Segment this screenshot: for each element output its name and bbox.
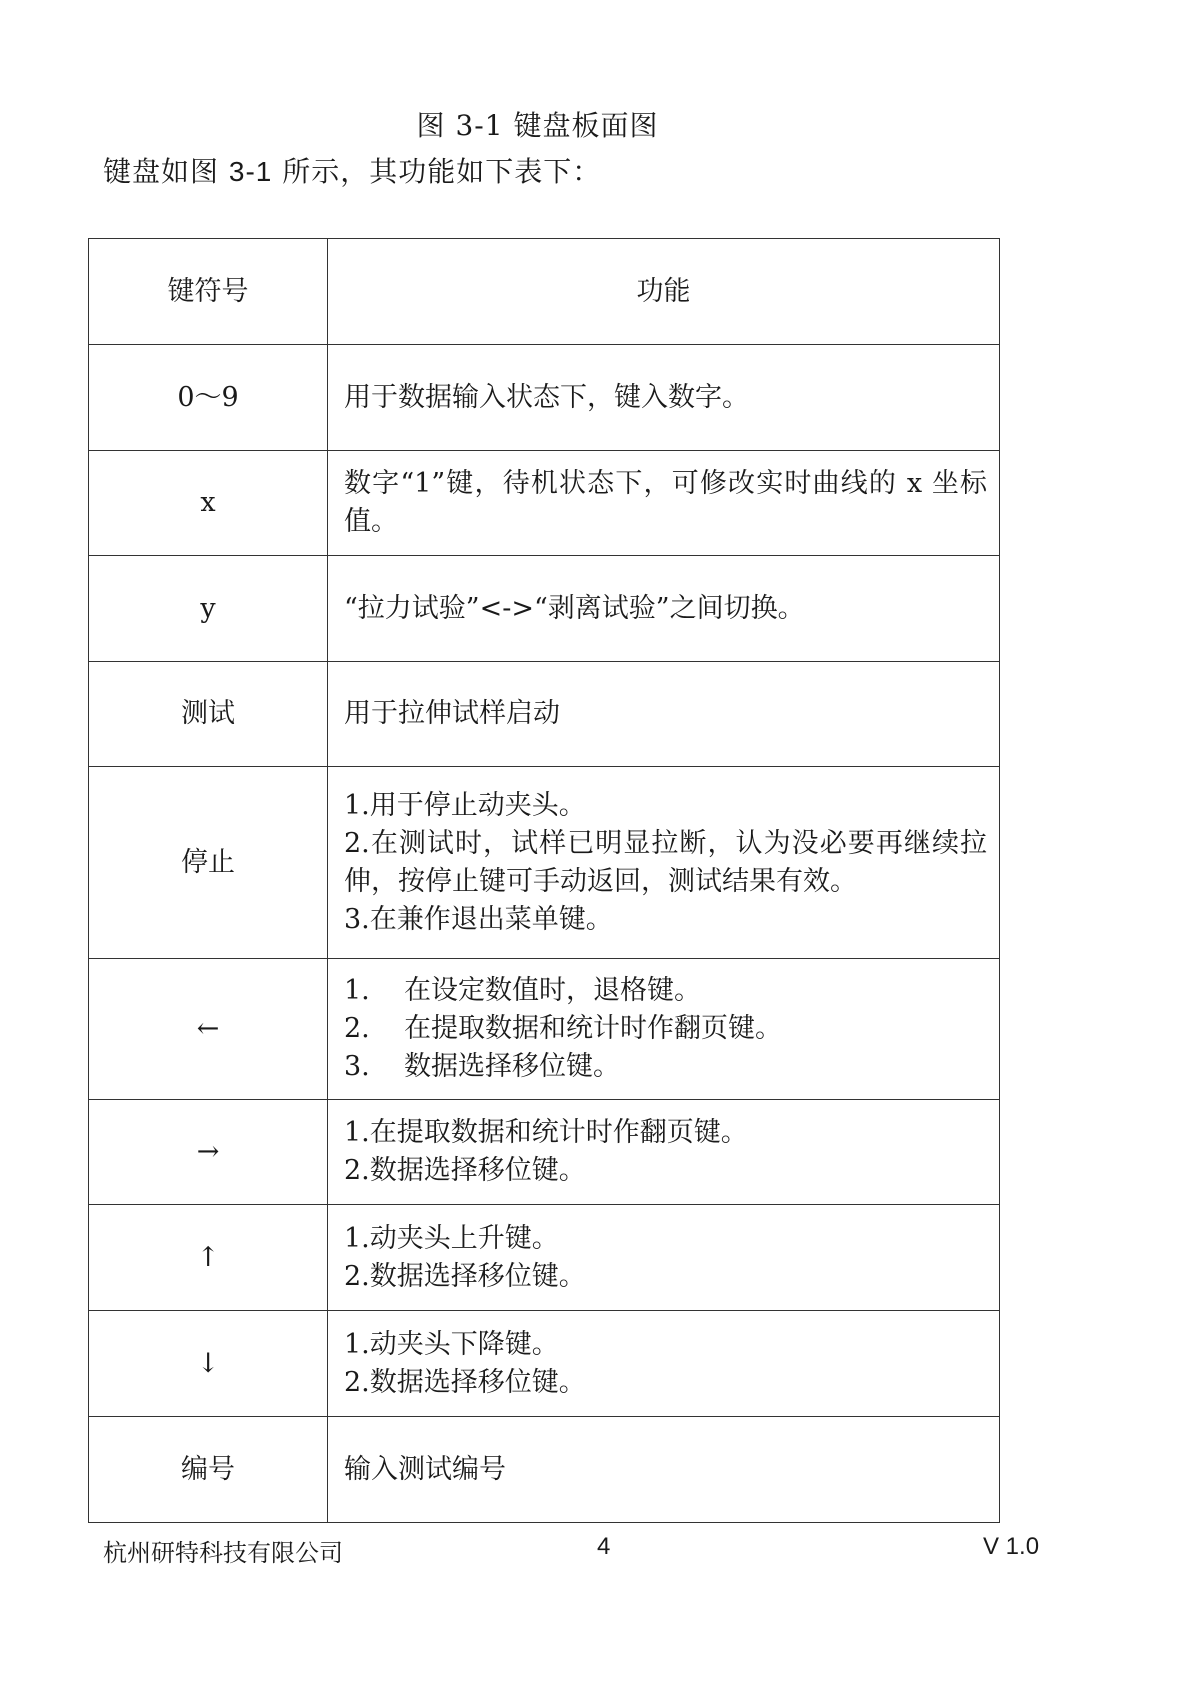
footer-company: 杭州研特科技有限公司: [103, 1540, 343, 1567]
list-text: 在设定数值时，退格键。: [404, 975, 701, 1006]
list-number: 3.: [344, 1051, 370, 1082]
function-text-line: 2.数据选择移位键。: [344, 1260, 586, 1292]
function-cell: [328, 662, 1000, 767]
table-row: [89, 959, 1000, 1100]
key-symbol-cell: ←: [89, 959, 328, 1100]
table-header-row: [89, 239, 1000, 345]
table-row: [89, 556, 1000, 662]
function-text-line: 1.动夹头上升键。: [344, 1222, 559, 1254]
function-text-line: 数字“1”键，待机状态下，可修改实时曲线的 x 坐标值。: [344, 468, 987, 537]
footer-version: V 1.0: [983, 1533, 1040, 1560]
function-cell: [328, 556, 1000, 662]
function-list-item: [344, 1048, 987, 1086]
table-row: [89, 1417, 1000, 1523]
function-cell: [328, 1100, 1000, 1205]
header-function: 功能: [328, 239, 1000, 345]
key-symbol-cell: ↓: [89, 1311, 328, 1417]
function-text-line: 2.在测试时，试样已明显拉断，认为没必要再继续拉伸，按停止键可手动返回，测试结果有效。: [344, 827, 987, 897]
intro-text-before: 键盘如图: [103, 155, 229, 188]
function-text-line: 用于数据输入状态下，键入数字。: [344, 381, 749, 413]
header-key-symbol: 键符号: [89, 239, 328, 345]
function-text-line: “拉力试验”<->“剥离试验”之间切换。: [344, 592, 805, 624]
key-symbol-cell: x: [89, 451, 328, 556]
table-row: [89, 345, 1000, 451]
key-symbol-cell: 编号: [89, 1417, 328, 1523]
intro-paragraph: [103, 150, 601, 190]
function-cell: [328, 1417, 1000, 1523]
key-function-table: [88, 238, 1000, 1523]
figure-caption: 图 3-1 键盘板面图: [416, 109, 659, 142]
function-text-line: 3.在兼作退出菜单键。: [344, 903, 613, 935]
key-symbol-cell: ↑: [89, 1205, 328, 1311]
key-symbol-cell: 停止: [89, 767, 328, 959]
key-symbol-cell: 测试: [89, 662, 328, 767]
function-text-line: 2.数据选择移位键。: [344, 1366, 586, 1398]
function-cell: [328, 767, 1000, 959]
function-text-line: 用于拉伸试样启动: [344, 698, 560, 729]
table-row: [89, 662, 1000, 767]
intro-text-after: 所示，其功能如下表下：: [272, 155, 602, 188]
function-text-line: 1.动夹头下降键。: [344, 1328, 559, 1360]
table-row: [89, 1100, 1000, 1205]
table-row: [89, 767, 1000, 959]
table-row: [89, 1311, 1000, 1417]
function-list-item: [344, 972, 987, 1010]
table-row: [89, 451, 1000, 556]
function-text-line: 1.在提取数据和统计时作翻页键。: [344, 1117, 748, 1148]
key-symbol-cell: y: [89, 556, 328, 662]
function-cell: [328, 1311, 1000, 1417]
function-text-line: 2.数据选择移位键。: [344, 1155, 586, 1186]
list-number: 2.: [344, 1013, 370, 1044]
list-text: 在提取数据和统计时作翻页键。: [404, 1013, 782, 1044]
function-list-item: [344, 1010, 987, 1048]
function-cell: [328, 345, 1000, 451]
key-symbol-cell: 0～9: [89, 345, 328, 451]
function-text-line: 输入测试编号: [344, 1453, 506, 1485]
list-number: 1.: [344, 975, 370, 1006]
list-text: 数据选择移位键。: [404, 1051, 620, 1082]
key-symbol-cell: →: [89, 1100, 328, 1205]
table-row: [89, 1205, 1000, 1311]
function-text-line: 1.用于停止动夹头。: [344, 789, 586, 821]
function-cell: [328, 959, 1000, 1100]
function-cell: [328, 451, 1000, 556]
footer-page-number: 4: [597, 1533, 611, 1560]
function-cell: [328, 1205, 1000, 1311]
figure-reference: 3-1: [228, 156, 273, 187]
